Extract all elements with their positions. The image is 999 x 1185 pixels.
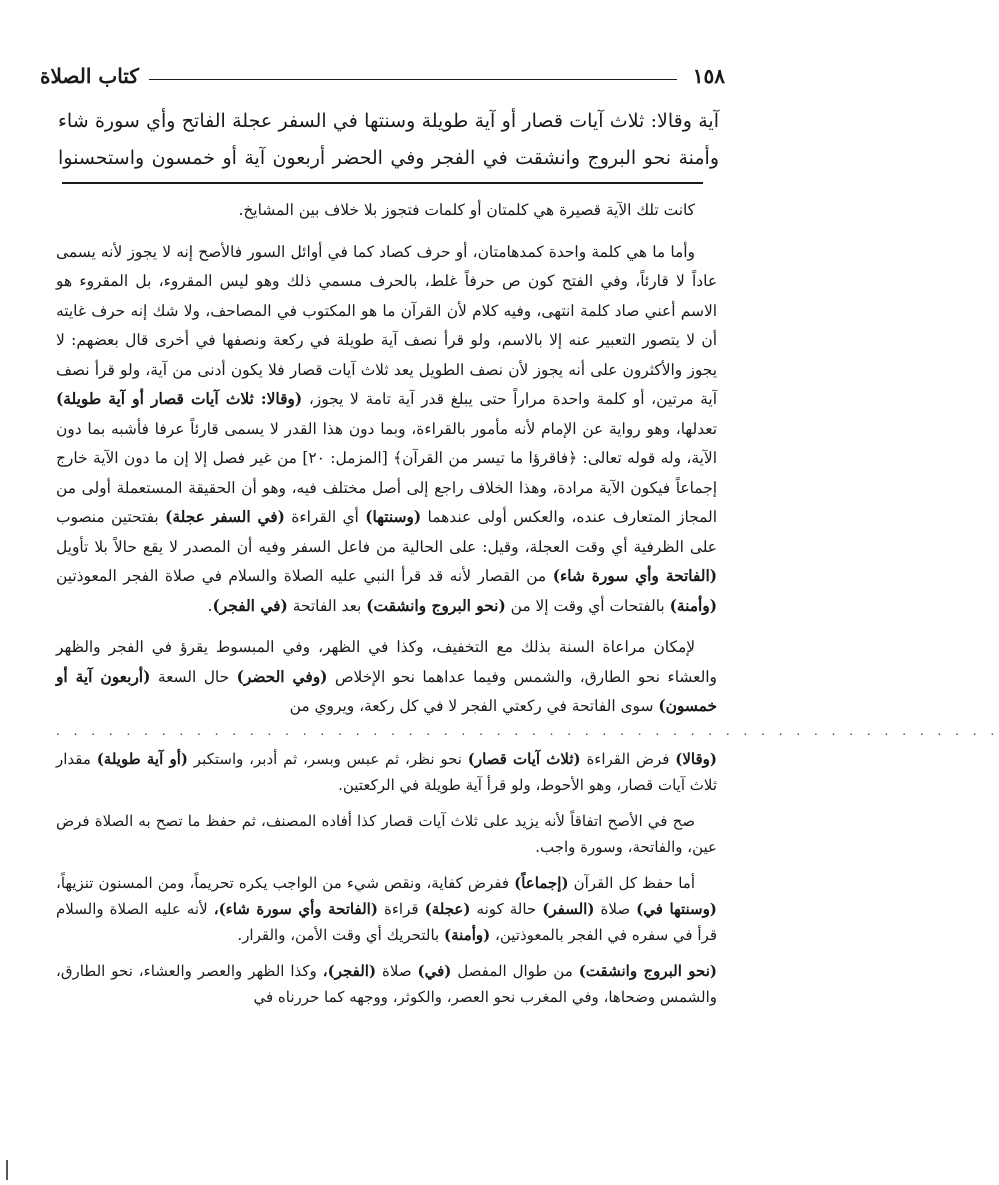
sharh-section (56, 196, 717, 722)
hashiya-paragraph (56, 746, 717, 798)
quoted-matn-phrase: (الفجر)، (322, 961, 377, 980)
quoted-matn-phrase: (ثلاث آيات قصار) (467, 749, 581, 768)
commentary-text: لإمكان مراعاة السنة بذلك مع التخفيف، وكذا في الظهر، وفي المبسوط يقرؤ في الفجر والظهر والعشاء نحو الطارق، والشمس وفيما عداهما نحو الإخلاص (56, 638, 717, 686)
hashiya-section (56, 746, 717, 1010)
commentary-text: صح في الأصح اتفاقاً لأنه يزيد على ثلاث آيات قصار كذا أفاده المصنف، ثم حفظ ما تصح به الصلاة فرض عين، والفاتحة، وسورة واجب. (56, 811, 717, 856)
sharh-paragraph (56, 238, 717, 622)
commentary-text: من القصار لأنه قد قرأ النبي عليه الصلاة والسلام في صلاة الفجر المعوذتين (56, 567, 547, 585)
commentary-text: قراءة (384, 899, 419, 918)
sharh-paragraph (56, 196, 717, 226)
commentary-text: بفتحتين منصوب على الظرفية أي وقت العجلة، وقيل: على الحالية من فاعل السفر وفيه أن المصدر لا يقع حالاً بلا تأويل (56, 508, 717, 556)
commentary-text: من طوال المفصل (457, 961, 573, 980)
commentary-text: نحو نظر، ثم عبس وبسر، ثم أدبر، واستكبر (193, 749, 462, 768)
header-rule (149, 79, 677, 80)
commentary-text: حال السعة (157, 667, 230, 686)
commentary-text: مقدار ثلاث آيات قصار، وهو الأحوط، ولو قرأ آية طويلة في الركعتين. (56, 749, 717, 794)
quoted-matn-phrase: (أربعون آية أو خمسون) (56, 667, 717, 715)
quoted-matn-phrase: (نحو البروج وانشقت) (366, 596, 506, 615)
commentary-text: حالة كونه (476, 899, 537, 918)
matn-line: آية وقالا: ثلاث آيات قصار أو آية طويلة وسنتها في السفر عجلة الفاتح وأي سورة شاء (58, 110, 719, 132)
matn-line: وأمنة نحو البروج وانشقت في الفجر وفي الحضر أربعون آية أو خمسون واستحسنوا (58, 147, 719, 169)
commentary-text: سوى الفاتحة في ركعتي الفجر لا في كل ركعة، ويروي من (289, 697, 654, 715)
quoted-matn-phrase: (الفاتحة وأي سورة شاء) (552, 567, 718, 585)
quoted-matn-phrase: (في السفر عجلة) (165, 508, 285, 526)
quoted-matn-phrase: (الفاتحة وأي سورة شاء)، (213, 899, 378, 918)
commentary-text: لأنه عليه الصلاة والسلام قرأ في سفره في الفجر بالمعوذتين، (56, 899, 717, 944)
matn-separator (62, 182, 703, 184)
matn-text (58, 103, 719, 177)
commentary-text: ففرض كفاية، ونقص شيء من الواجب يكره تحريماً، ومن المسنون تنزيهاً، (56, 873, 510, 892)
quoted-matn-phrase: (عجلة) (424, 899, 471, 918)
commentary-text: بالفتحات أي وقت إلا من (510, 596, 665, 615)
book-title: كتاب الصلاة (40, 64, 139, 88)
quoted-matn-phrase: (وأمنة) (444, 925, 491, 944)
commentary-text: أما حفظ كل القرآن (573, 873, 695, 892)
quoted-matn-phrase: (وقالا: ثلاث آيات قصار أو آية طويلة) (56, 390, 303, 408)
commentary-text: بالتحريك أي وقت الأمن، والقرار. (237, 925, 440, 944)
commentary-text: كانت تلك الآية قصيرة هي كلمتان أو كلمات فتجوز بلا خلاف بين المشايخ. (238, 201, 695, 219)
scan-margin-mark (6, 1160, 8, 1180)
hashiya-paragraph (56, 958, 717, 1010)
page-header (40, 62, 725, 88)
commentary-text: صلاة (600, 899, 631, 918)
commentary-text: تعدلها، وهو رواية عن الإمام لأنه مأمور بالقراءة، وبما دون هذا القدر لا يسمى قارئاً عرفا فأشبه بما دون الآية، وله قوله تعالى: ﴿فاقرؤا ما تيسر من القرآن﴾ [المزمل: ٢٠] من غير فصل إلا إن ما دون الآية خارج إجماعاً فيكون الآية مرادة، وهذا الخلاف راجع إلى أصل مختلف فيه، وهو أن الحقيقة المستعملة أولى من المجاز المتعارف عنده، والعكس أولى عندهما (56, 419, 717, 526)
quoted-matn-phrase: (السفر) (542, 899, 595, 918)
commentary-text: فرض القراءة (586, 749, 670, 768)
sharh-paragraph (56, 633, 717, 722)
quoted-matn-phrase: (نحو البروج وانشقت) (578, 961, 718, 980)
quoted-matn-phrase: (وأمنة) (669, 596, 717, 615)
dotted-separator: . . . . . . . . . . . . . . . . . . . . . . . . . . . . . . . . . . . . . . . . . . . . . . . . . . . . . . (56, 723, 999, 738)
hashiya-paragraph (56, 870, 717, 948)
commentary-text: . (207, 596, 213, 615)
quoted-matn-phrase: (إجماعاً) (514, 873, 569, 892)
quoted-matn-phrase: (في الفجر) (212, 596, 288, 615)
quoted-matn-phrase: (أو آية طويلة) (96, 749, 189, 768)
quoted-matn-phrase: (وفي الحضر) (236, 667, 328, 686)
quoted-matn-phrase: (وسنتها في) (636, 899, 717, 918)
commentary-text: صلاة (382, 961, 412, 980)
quoted-matn-phrase: (في) (417, 961, 452, 980)
quoted-matn-phrase: (وقالا) (675, 749, 717, 768)
commentary-text: بعد الفاتحة (292, 596, 362, 615)
quoted-matn-phrase: (وسنتها) (365, 508, 422, 526)
commentary-text: أي القراءة (291, 508, 359, 526)
commentary-text: وكذا الظهر والعصر والعشاء، نحو الطارق، والشمس وضحاها، وفي المغرب نحو العصر، والكوثر، ووجهه كما حررناه في (56, 961, 717, 1006)
commentary-text: وأما ما هي كلمة واحدة كمدهامتان، أو حرف كصاد كما في أوائل السور فالأصح إنه لا يجوز لأنه يسمى عاداً لا قارئاً، وفي الفتح كون ص حرفاً غلط، بالحرف مسمي ذلك وهو ليس المقروء، بل المقروء هو الاسم أعني صاد كلمة انتهى، وفيه كلام لأن القرآن ما هو المكتوب في المصاحف، ولا شك إنه حرف غايته أن لا يتصور التعبير عنه إلا بالاسم، ولو قرأ نصف آية طويلة في ركعة ونصفها في أخرى قال بعضهم: لا يجوز والأكثرون على أنه يجوز لأن نصف الطويل يعد ثلاث آيات قصار فلا يكون أدنى من آية، ولو قرأ نصف آية مرتين، أو كلمة واحدة مراراً حتى يبلغ قدر آية تامة لا يجوز، (56, 242, 717, 408)
commentary-body (56, 196, 999, 1020)
hashiya-paragraph (56, 808, 717, 860)
page-number: ١٥٨ (692, 64, 725, 88)
